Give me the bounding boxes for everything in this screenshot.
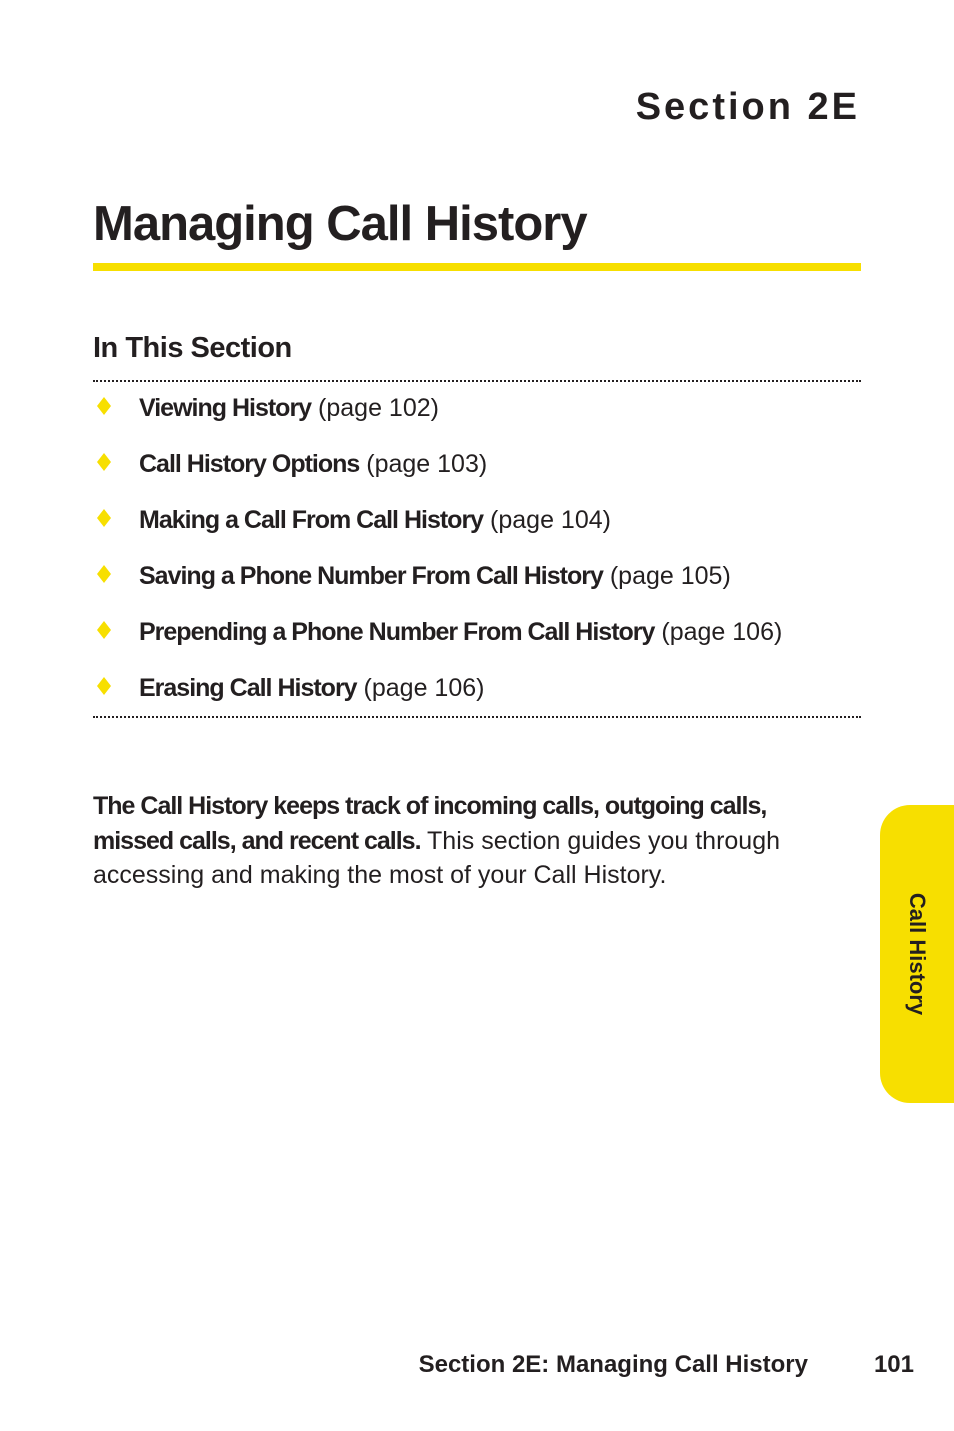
toc-item-page: (page 102) <box>318 394 439 422</box>
in-this-section-heading: In This Section <box>93 332 292 364</box>
diamond-bullet-icon <box>97 677 111 695</box>
toc-item-call-history-options[interactable] <box>93 446 861 502</box>
page-title: Managing Call History <box>93 197 587 251</box>
intro-paragraph <box>93 789 793 893</box>
toc-top-divider <box>93 380 861 382</box>
intro-body: This section guides you through accessing and making the most of your Call History. <box>93 826 781 889</box>
toc-item-name: Viewing History <box>139 394 312 422</box>
diamond-bullet-icon <box>97 621 111 639</box>
toc-item-page: (page 106) <box>363 674 485 702</box>
diamond-bullet-icon <box>97 509 111 527</box>
toc-item-name: Prepending a Phone Number From Call History <box>139 618 655 646</box>
toc-item-name: Making a Call From Call History <box>139 506 484 534</box>
toc-item-page: (page 103) <box>366 450 488 478</box>
toc-item-name: Call History Options <box>139 450 360 478</box>
section-label: Section 2E <box>635 86 860 128</box>
diamond-bullet-icon <box>97 397 111 415</box>
diamond-bullet-icon <box>97 565 111 583</box>
toc-item-saving-a-phone-number[interactable] <box>93 558 861 614</box>
toc-list <box>93 390 861 726</box>
footer-title: Section 2E: Managing Call History <box>418 1351 808 1378</box>
toc-item-prepending-a-phone-number[interactable] <box>93 614 861 670</box>
toc-item-making-a-call[interactable] <box>93 502 861 558</box>
diamond-bullet-icon <box>97 453 111 471</box>
toc-item-name: Erasing Call History <box>139 674 357 702</box>
toc-item-name: Saving a Phone Number From Call History <box>139 562 603 590</box>
toc-bottom-divider <box>93 716 861 718</box>
intro-bold-lead: The Call History keeps track of incoming calls, outgoing calls, missed calls, and recent calls. <box>93 792 767 855</box>
side-tab <box>880 805 954 1103</box>
side-tab-label: Call History <box>905 892 930 1016</box>
title-rule <box>93 263 861 271</box>
toc-item-page: (page 105) <box>609 562 731 590</box>
footer-page-number: 101 <box>873 1351 914 1378</box>
toc-item-page: (page 106) <box>661 618 783 646</box>
toc-item-page: (page 104) <box>490 506 611 534</box>
toc-item-viewing-history[interactable] <box>93 390 861 446</box>
